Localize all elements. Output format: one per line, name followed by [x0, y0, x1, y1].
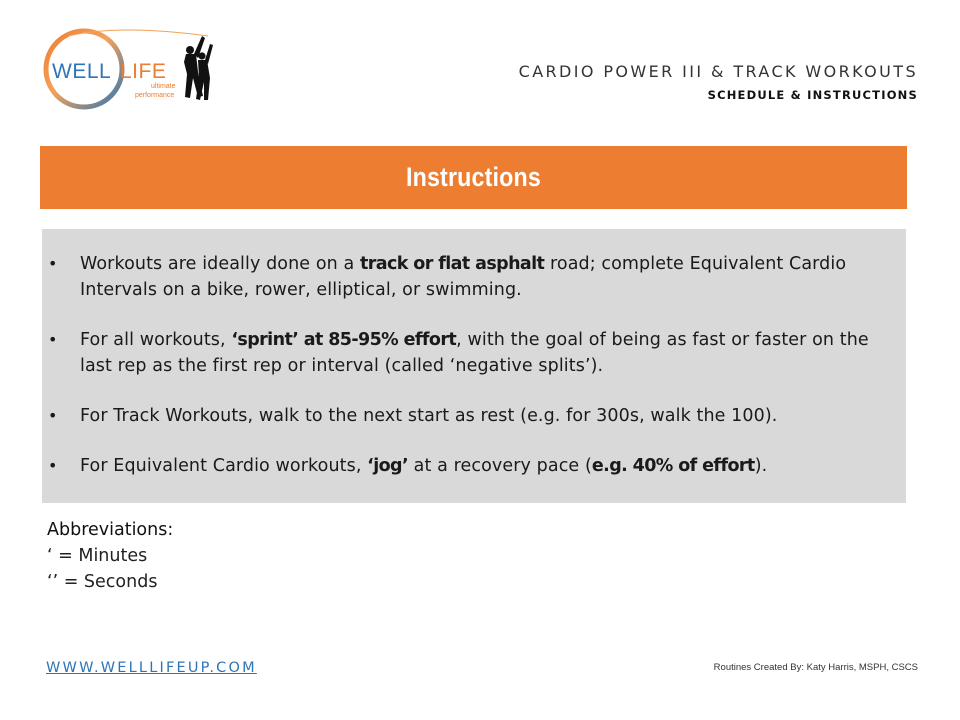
instruction-item	[42, 251, 906, 303]
instruction-text: For Track Workouts, walk to the next start as rest (e.g. for 300s, walk the 100).	[80, 406, 778, 426]
instruction-item	[42, 453, 906, 479]
logo-tagline-1: ultimate	[151, 83, 176, 90]
author-credit: Routines Created By: Katy Harris, MSPH, CSCS	[713, 662, 918, 673]
instruction-text: , with the goal of being as fast or faster on the last rep as the first rep or interval (called ‘negative splits’).	[80, 330, 869, 376]
logo-word-well: WELL	[52, 60, 112, 83]
bullet-marker: •	[48, 406, 58, 425]
abbreviations-heading: Abbreviations:	[47, 520, 174, 540]
instruction-text: Workouts are ideally done on a	[80, 254, 360, 274]
instructions-panel	[42, 229, 906, 503]
instruction-text: ).	[754, 456, 768, 476]
document-subtitle: SCHEDULE & INSTRUCTIONS	[707, 88, 918, 102]
bullet-marker: •	[48, 456, 58, 475]
document-title: CARDIO POWER III & TRACK WORKOUTS	[518, 62, 918, 81]
logo-word-life: LIFE	[120, 60, 167, 83]
instruction-text: For Equivalent Cardio workouts,	[80, 456, 368, 476]
logo-tagline-2: performance	[135, 92, 175, 99]
instructions-list	[42, 251, 906, 479]
athletes-silhouette-icon	[184, 36, 213, 100]
instruction-text: For all workouts,	[80, 330, 232, 350]
instructions-banner	[40, 146, 907, 209]
instruction-text: road; complete Equivalent Cardio Intervals on a bike, rower, elliptical, or swimming.	[80, 254, 847, 300]
instruction-emphasis: e.g. 40% of effort	[591, 456, 755, 476]
instruction-item	[42, 403, 906, 429]
bullet-marker: •	[48, 254, 58, 273]
instruction-emphasis: track or flat asphalt	[359, 254, 545, 274]
instruction-item	[42, 327, 906, 379]
banner-title: Instructions	[406, 162, 541, 192]
abbreviation-minutes: ‘ = Minutes	[47, 546, 148, 566]
logo-graphic	[40, 26, 220, 112]
abbreviations-section	[47, 517, 173, 595]
instruction-emphasis: ‘sprint’ at 85-95% effort	[231, 330, 457, 350]
instruction-emphasis: ‘jog’	[367, 456, 409, 476]
bullet-marker: •	[48, 330, 58, 349]
website-link[interactable]: WWW.WELLLIFEUP.COM	[46, 660, 257, 676]
abbreviation-seconds: ‘’ = Seconds	[47, 572, 158, 592]
instruction-text: at a recovery pace (	[408, 456, 592, 476]
welllife-logo	[40, 26, 220, 112]
